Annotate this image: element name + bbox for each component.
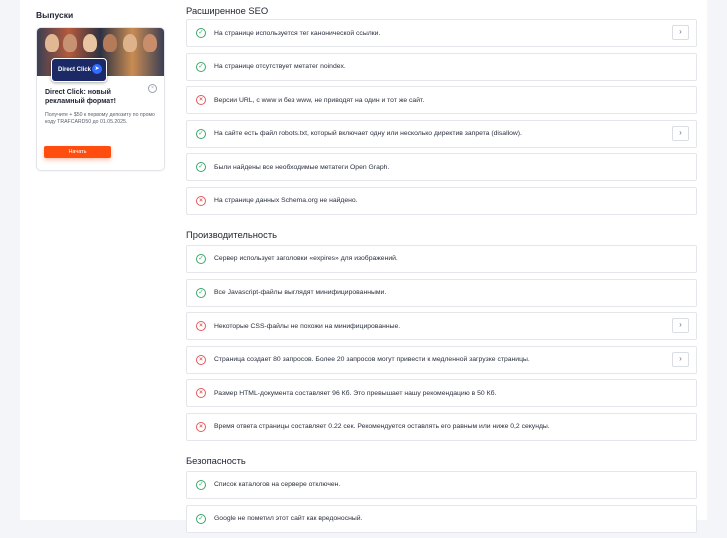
- promo-start-button[interactable]: Начать: [44, 146, 111, 158]
- chevron-right-icon[interactable]: ›: [672, 318, 689, 333]
- promo-person: [45, 34, 59, 52]
- check-row: [186, 505, 697, 533]
- x-circle-icon: ×: [196, 95, 206, 105]
- x-circle-icon: ×: [196, 422, 206, 432]
- x-circle-icon: ×: [196, 355, 206, 365]
- promo-body: Получите + $50 к первому депозиту по промо коду TRAFCARD50 до 01.05.2025.: [45, 112, 155, 125]
- check-text: На странице отсутствует метатег noindex.: [214, 63, 346, 71]
- chevron-right-icon[interactable]: ›: [672, 126, 689, 141]
- check-circle-icon: ✓: [196, 514, 206, 524]
- check-row[interactable]: [186, 346, 697, 374]
- x-circle-icon: ×: [196, 321, 206, 331]
- section-title: Расширенное SEO: [186, 5, 269, 16]
- check-text: Сервер использует заголовки «expires» для изображений.: [214, 255, 398, 263]
- close-icon[interactable]: ×: [148, 84, 157, 93]
- check-text: Все Javascript-файлы выглядят минифицированными.: [214, 289, 387, 297]
- promo-person: [143, 34, 157, 52]
- check-text: Версии URL, с www и без www, не приводят на один и тот же сайт.: [214, 96, 425, 104]
- x-circle-icon: ×: [196, 196, 206, 206]
- check-row[interactable]: [186, 312, 697, 340]
- check-circle-icon: ✓: [196, 162, 206, 172]
- chevron-right-icon[interactable]: ›: [672, 25, 689, 40]
- check-row: [186, 153, 697, 181]
- promo-badge: [51, 58, 107, 82]
- check-text: На странице используется тег канонической ссылки.: [214, 29, 381, 37]
- chevron-right-icon[interactable]: ›: [672, 352, 689, 367]
- promo-card[interactable]: [36, 27, 165, 171]
- check-row: [186, 379, 697, 407]
- check-row: [186, 471, 697, 499]
- check-text: Время ответа страницы составляет 0.22 сек. Рекомендуется оставлять его равным или ниже 0,2 секунды.: [214, 423, 550, 431]
- sidebar-title: Выпуски: [36, 10, 74, 20]
- check-circle-icon: ✓: [196, 28, 206, 38]
- promo-person: [123, 34, 137, 52]
- check-row: [186, 187, 697, 215]
- x-circle-icon: ×: [196, 388, 206, 398]
- cursor-click-icon: ➤: [92, 64, 102, 74]
- check-circle-icon: ✓: [196, 288, 206, 298]
- check-text: Страница создает 80 запросов. Более 20 запросов могут привести к медленной загрузке страницы.: [214, 356, 530, 364]
- check-row[interactable]: [186, 19, 697, 47]
- promo-person: [103, 34, 117, 52]
- promo-person: [63, 34, 77, 52]
- check-text: На сайте есть файл robots.txt, который включает одну или несколько директив запрета (disallow).: [214, 130, 522, 138]
- sidebar: [36, 0, 164, 171]
- check-circle-icon: ✓: [196, 480, 206, 490]
- section-title: Производительность: [186, 228, 277, 240]
- audit-results: [186, 0, 697, 538]
- audit-sections: [186, 3, 697, 533]
- content-panel: [20, 0, 707, 523]
- promo-badge-text: Direct Click: [58, 67, 92, 73]
- check-text: Некоторые CSS-файлы не похожи на минифицированные.: [214, 322, 401, 330]
- check-text: Google не пометил этот сайт как вредоносный.: [214, 515, 363, 523]
- check-text: Список каталогов на сервере отключен.: [214, 481, 341, 489]
- check-circle-icon: ✓: [196, 254, 206, 264]
- check-row: [186, 413, 697, 441]
- check-text: Были найдены все необходимые метатеги Open Graph.: [214, 163, 390, 171]
- check-row: [186, 53, 697, 81]
- check-text: Размер HTML-документа составляет 96 Кб. Это превышает нашу рекомендацию в 50 Кб.: [214, 389, 497, 397]
- check-row[interactable]: [186, 120, 697, 148]
- check-circle-icon: ✓: [196, 62, 206, 72]
- promo-person: [83, 34, 97, 52]
- check-row: [186, 279, 697, 307]
- section-title: Безопасность: [186, 454, 246, 466]
- check-circle-icon: ✓: [196, 129, 206, 139]
- check-row: [186, 245, 697, 273]
- promo-headline: Direct Click: новый рекламный формат!: [45, 89, 116, 105]
- check-text: На странице данных Schema.org не найдено.: [214, 197, 358, 205]
- check-row: [186, 86, 697, 114]
